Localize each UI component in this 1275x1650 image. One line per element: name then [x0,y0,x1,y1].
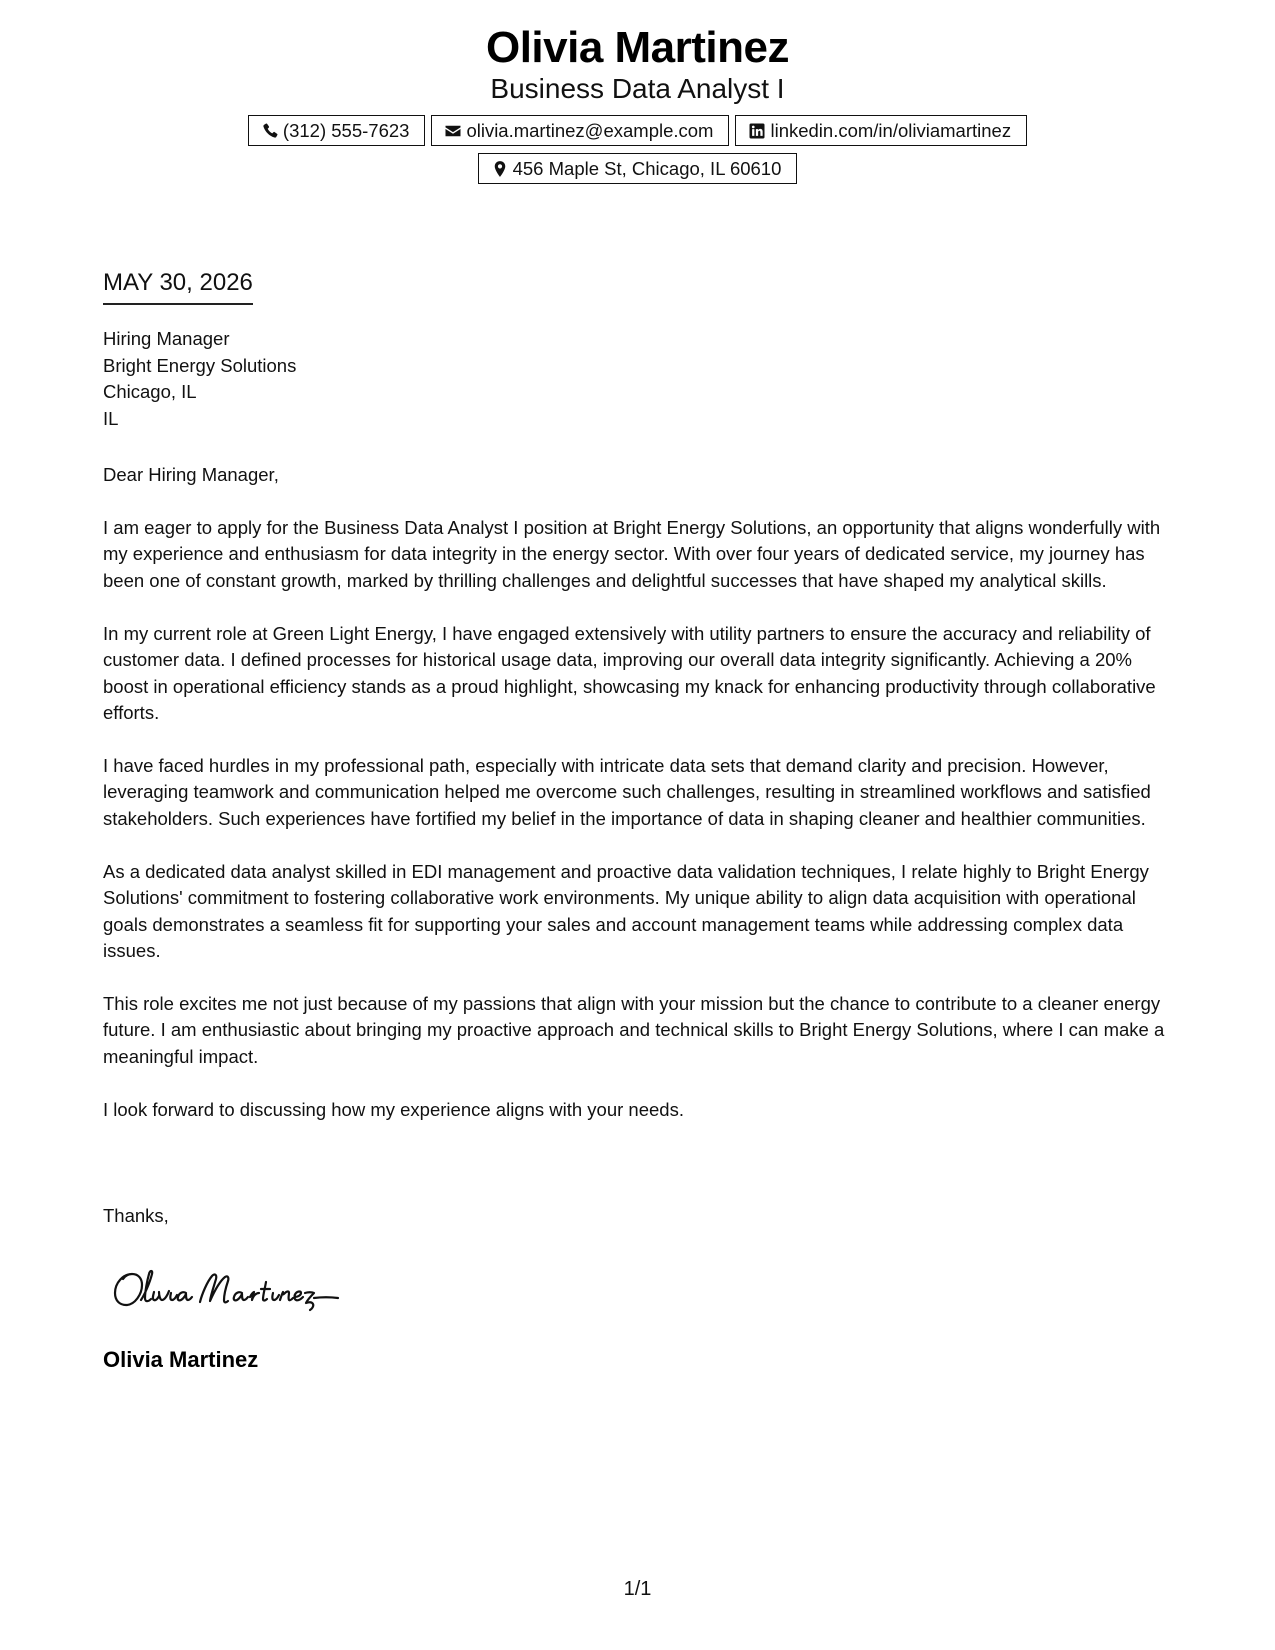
address-row [0,153,1275,184]
letter-date: MAY 30, 2026 [103,268,253,305]
phone-icon [261,122,279,140]
page-number: 1/1 [623,1578,652,1600]
map-pin-icon [491,160,509,178]
recipient-line: IL [103,407,119,429]
address-contact[interactable] [478,153,798,184]
linkedin-contact[interactable] [735,115,1027,146]
phone-contact[interactable] [248,115,426,146]
phone-text: (312) 555-7623 [282,119,410,141]
recipient-line: Bright Energy Solutions [103,354,297,376]
letter-header [0,20,1275,184]
applicant-name: Olivia Martinez [485,23,790,72]
signed-name: Olivia Martinez [103,1347,259,1372]
linkedin-text: linkedin.com/in/oliviamartinez [770,119,1012,141]
address-text: 456 Maple St, Chicago, IL 60610 [512,157,782,179]
email-text: olivia.martinez@example.com [466,119,714,141]
handwritten-signature [108,1262,368,1312]
job-title: Business Data Analyst I [490,73,785,104]
linkedin-icon [748,122,766,140]
body-paragraph: As a dedicated data analyst skilled in EDI management and proactive data validation techniques, I relate highly to Bright Energy Solutions' commitment to fostering collaborative work environments. My unique ability to align data acquisition with operational goals demonstrates a seamless fit for supporting your sales and account management teams while addressing complex data issues. [103,860,1149,962]
body-paragraph: This role excites me not just because of my passions that align with your mission but the chance to contribute to a cleaner energy future. I am enthusiastic about bringing my proactive approach and technical skills to Bright Energy Solutions, where I can make a meaningful impact. [103,993,1165,1067]
recipient-line: Chicago, IL [103,381,197,402]
envelope-icon [444,122,462,140]
recipient-block [103,326,296,432]
closing: Thanks, [103,1205,169,1226]
body-paragraph: I have faced hurdles in my professional path, especially with intricate data sets that demand clarity and precision. However, leveraging teamwork and communication helped me overcome such challenges, resulting in streamlined workflows and satisfied stakeholders. Such experiences have fortified my belief in the importance of data in shaping cleaner and healthier communities. [103,755,1151,829]
body-paragraph: I look forward to discussing how my experience aligns with your needs. [103,1098,684,1120]
body-paragraph: I am eager to apply for the Business Data Analyst I position at Bright Energy Solutions, an opportunity that aligns wonderfully with my experience and enthusiasm for data integrity in the energy sector. With over four years of dedicated service, my journey has been one of constant growth, marked by thrilling challenges and delightful successes that have shaped my analytical skills. [103,517,1161,591]
email-contact[interactable] [431,115,729,146]
letter-body [103,462,1178,1150]
salutation: Dear Hiring Manager, [103,464,279,485]
contact-row [0,115,1275,146]
recipient-line: Hiring Manager [103,328,230,349]
body-paragraph: In my current role at Green Light Energy, I have engaged extensively with utility partners to ensure the accuracy and reliability of customer data. I defined processes for historical usage data, improving our overall data integrity significantly. Achieving a 20% boost in operational efficiency stands as a proud highlight, showcasing my knack for enhancing productivity through collaborative efforts. [103,622,1156,724]
